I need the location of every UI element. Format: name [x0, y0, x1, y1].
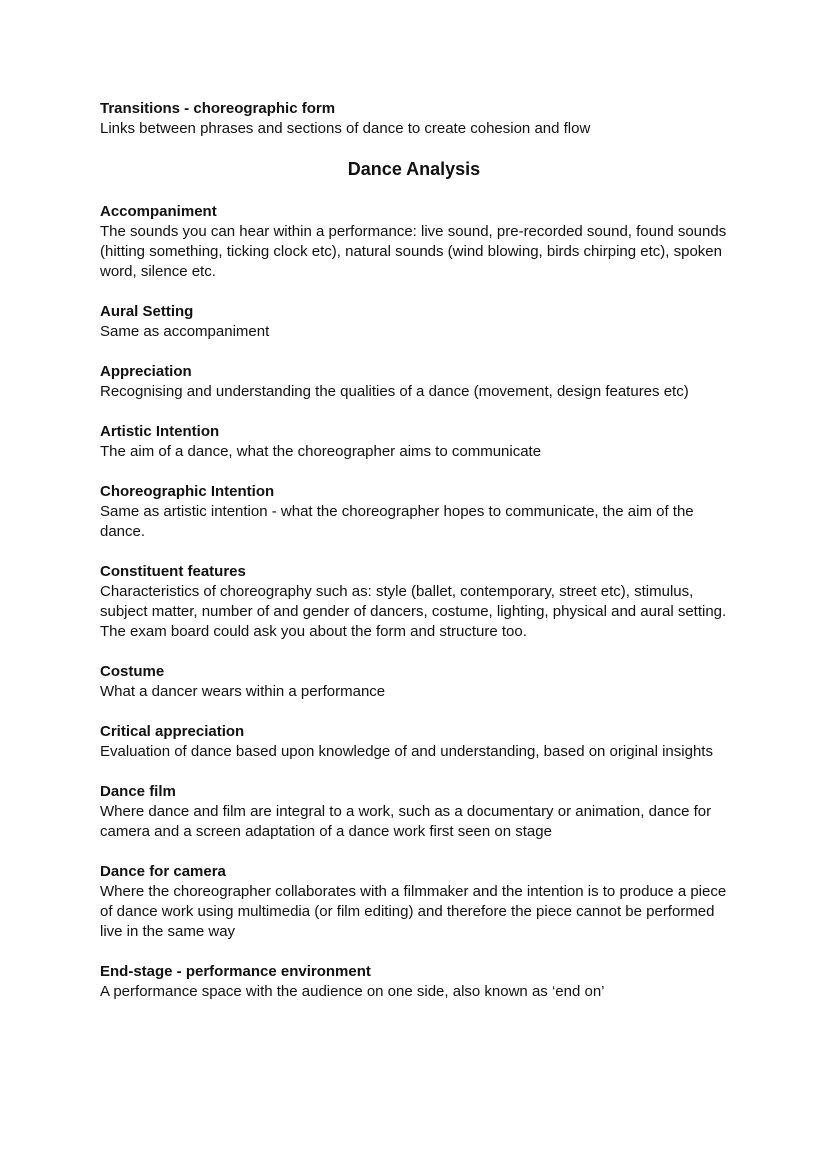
entry-definition: A performance space with the audience on one side, also known as ‘end on’ — [100, 983, 605, 1000]
glossary-list — [100, 202, 740, 1002]
entry-definition: Characteristics of choreography such as: style (ballet, contemporary, street etc), stimulus, subject matter, number of and gender of dancers, costume, lighting, physical and aural setting. The exam board could ask you about the form and structure too. — [100, 583, 727, 640]
entry-definition: Recognising and understanding the qualities of a dance (movement, design features etc) — [100, 383, 689, 400]
glossary-entry — [100, 962, 740, 1002]
entry-definition: The sounds you can hear within a performance: live sound, pre-recorded sound, found sounds (hitting something, ticking clock etc), natural sounds (wind blowing, birds chirping etc), spoken word, silence etc. — [100, 223, 727, 280]
entry-term: End-stage - performance environment — [100, 963, 371, 980]
glossary-entry-transitions — [100, 99, 740, 139]
entry-definition: Links between phrases and sections of dance to create cohesion and flow — [100, 120, 591, 137]
glossary-entry — [100, 862, 740, 942]
glossary-entry — [100, 202, 740, 282]
glossary-entry — [100, 662, 740, 702]
entry-term: Constituent features — [100, 563, 246, 580]
glossary-entry — [100, 722, 740, 762]
entry-definition: The aim of a dance, what the choreographer aims to communicate — [100, 443, 542, 460]
document-page — [100, 99, 740, 1002]
entry-term: Appreciation — [100, 363, 192, 380]
entry-term: Choreographic Intention — [100, 483, 275, 500]
entry-term: Dance for camera — [100, 863, 226, 880]
entry-term: Transitions - choreographic form — [100, 100, 336, 117]
entry-definition: What a dancer wears within a performance — [100, 683, 386, 700]
entry-definition: Same as accompaniment — [100, 323, 270, 340]
entry-term: Accompaniment — [100, 203, 217, 220]
entry-definition: Evaluation of dance based upon knowledge of and understanding, based on original insights — [100, 743, 713, 760]
entry-term: Aural Setting — [100, 303, 194, 320]
entry-term: Artistic Intention — [100, 423, 220, 440]
glossary-entry — [100, 362, 740, 402]
glossary-entry — [100, 482, 740, 542]
entry-definition: Same as artistic intention - what the choreographer hopes to communicate, the aim of the dance. — [100, 503, 694, 540]
glossary-entry — [100, 302, 740, 342]
glossary-entry — [100, 422, 740, 462]
entry-definition: Where dance and film are integral to a work, such as a documentary or animation, dance for camera and a screen adaptation of a dance work first seen on stage — [100, 803, 712, 840]
section-title: Dance Analysis — [347, 159, 481, 179]
glossary-entry — [100, 562, 740, 642]
entry-term: Dance film — [100, 783, 176, 800]
entry-definition: Where the choreographer collaborates with a filmmaker and the intention is to produce a piece of dance work using multimedia (or film editing) and therefore the piece cannot be performed live in the same way — [100, 883, 727, 940]
entry-term: Costume — [100, 663, 165, 680]
entry-term: Critical appreciation — [100, 723, 245, 740]
glossary-entry — [100, 782, 740, 842]
